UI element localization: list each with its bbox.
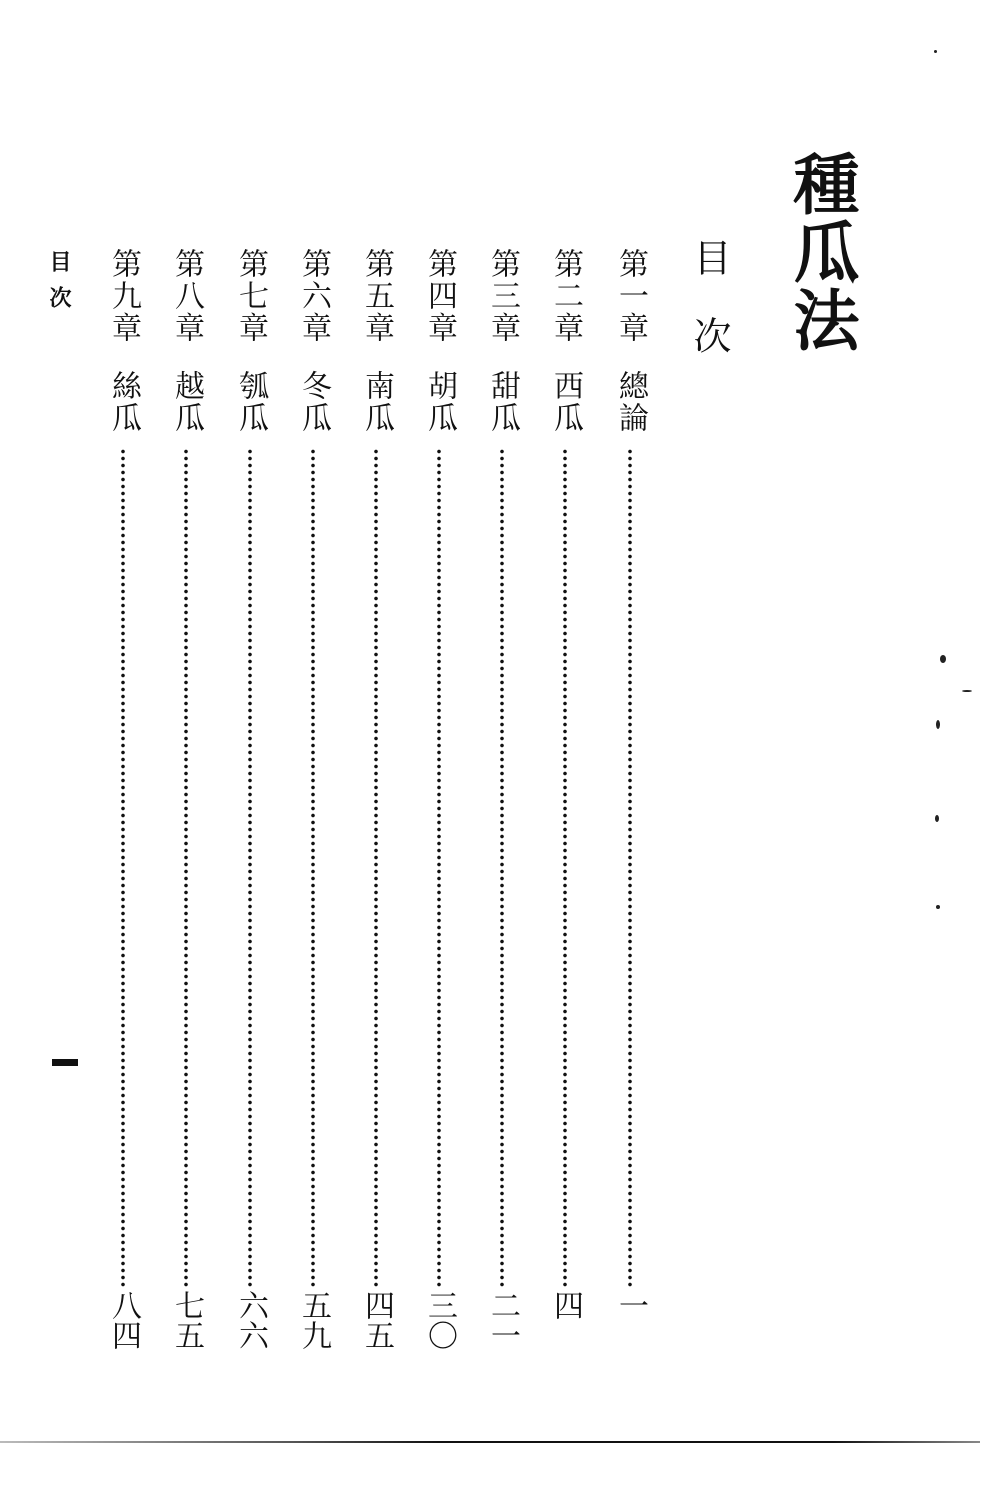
- chapter-number: 第九章: [106, 248, 141, 344]
- chapter-page-number: 八四: [106, 1290, 141, 1350]
- book-title: 種瓜法: [782, 150, 860, 354]
- dot-leader: [183, 448, 189, 1288]
- dot-leader: [562, 448, 568, 1288]
- print-speck: [940, 655, 946, 663]
- toc-entry: [418, 248, 460, 1358]
- dot-leader: [436, 448, 442, 1288]
- chapter-title: 冬瓜: [296, 370, 331, 434]
- dot-leader: [310, 448, 316, 1288]
- dot-leader: [373, 448, 379, 1288]
- chapter-number: 第一章: [613, 248, 648, 344]
- chapter-number: 第四章: [422, 248, 457, 344]
- chapter-page-number: 一: [613, 1290, 648, 1320]
- chapter-number: 第七章: [233, 248, 268, 344]
- chapter-title: 總論: [613, 370, 648, 434]
- chapter-page-number: 六六: [233, 1290, 268, 1350]
- chapter-page-number: 二一: [485, 1290, 520, 1350]
- dot-leader: [499, 448, 505, 1288]
- toc-entry: [481, 248, 523, 1358]
- chapter-page-number: 七五: [169, 1290, 204, 1350]
- chapter-title: 西瓜: [548, 370, 583, 434]
- running-head: 目次: [46, 250, 72, 322]
- chapter-number: 第五章: [359, 248, 394, 344]
- toc-entry: [355, 248, 397, 1358]
- print-speck: [934, 50, 937, 53]
- chapter-title: 瓠瓜: [233, 370, 268, 434]
- chapter-title: 越瓜: [169, 370, 204, 434]
- print-speck: [936, 905, 940, 909]
- chapter-title: 胡瓜: [422, 370, 457, 434]
- toc-entry: [102, 248, 144, 1358]
- dot-leader: [247, 448, 253, 1288]
- chapter-number: 第六章: [296, 248, 331, 344]
- print-speck: [962, 690, 972, 692]
- dot-leader: [627, 448, 633, 1288]
- chapter-title: 南瓜: [359, 370, 394, 434]
- toc-entry: [292, 248, 334, 1358]
- dot-leader: [120, 448, 126, 1288]
- chapter-title: 絲瓜: [106, 370, 141, 434]
- toc-heading: 目次: [687, 238, 731, 394]
- chapter-number: 第八章: [169, 248, 204, 344]
- toc-entry: [544, 248, 586, 1358]
- chapter-page-number: 五九: [296, 1290, 331, 1350]
- bottom-rule: [0, 1441, 980, 1443]
- toc-entry: [165, 248, 207, 1358]
- print-speck: [936, 720, 940, 729]
- chapter-number: 第三章: [485, 248, 520, 344]
- chapter-page-number: 三〇: [422, 1290, 457, 1350]
- chapter-page-number: 四五: [359, 1290, 394, 1350]
- toc-entry: [229, 248, 271, 1358]
- chapter-title: 甜瓜: [485, 370, 520, 434]
- print-speck: [935, 815, 939, 822]
- chapter-page-number: 四: [548, 1290, 583, 1320]
- chapter-number: 第二章: [548, 248, 583, 344]
- toc-entry: [609, 248, 651, 1358]
- folio-page-number: [52, 1059, 78, 1066]
